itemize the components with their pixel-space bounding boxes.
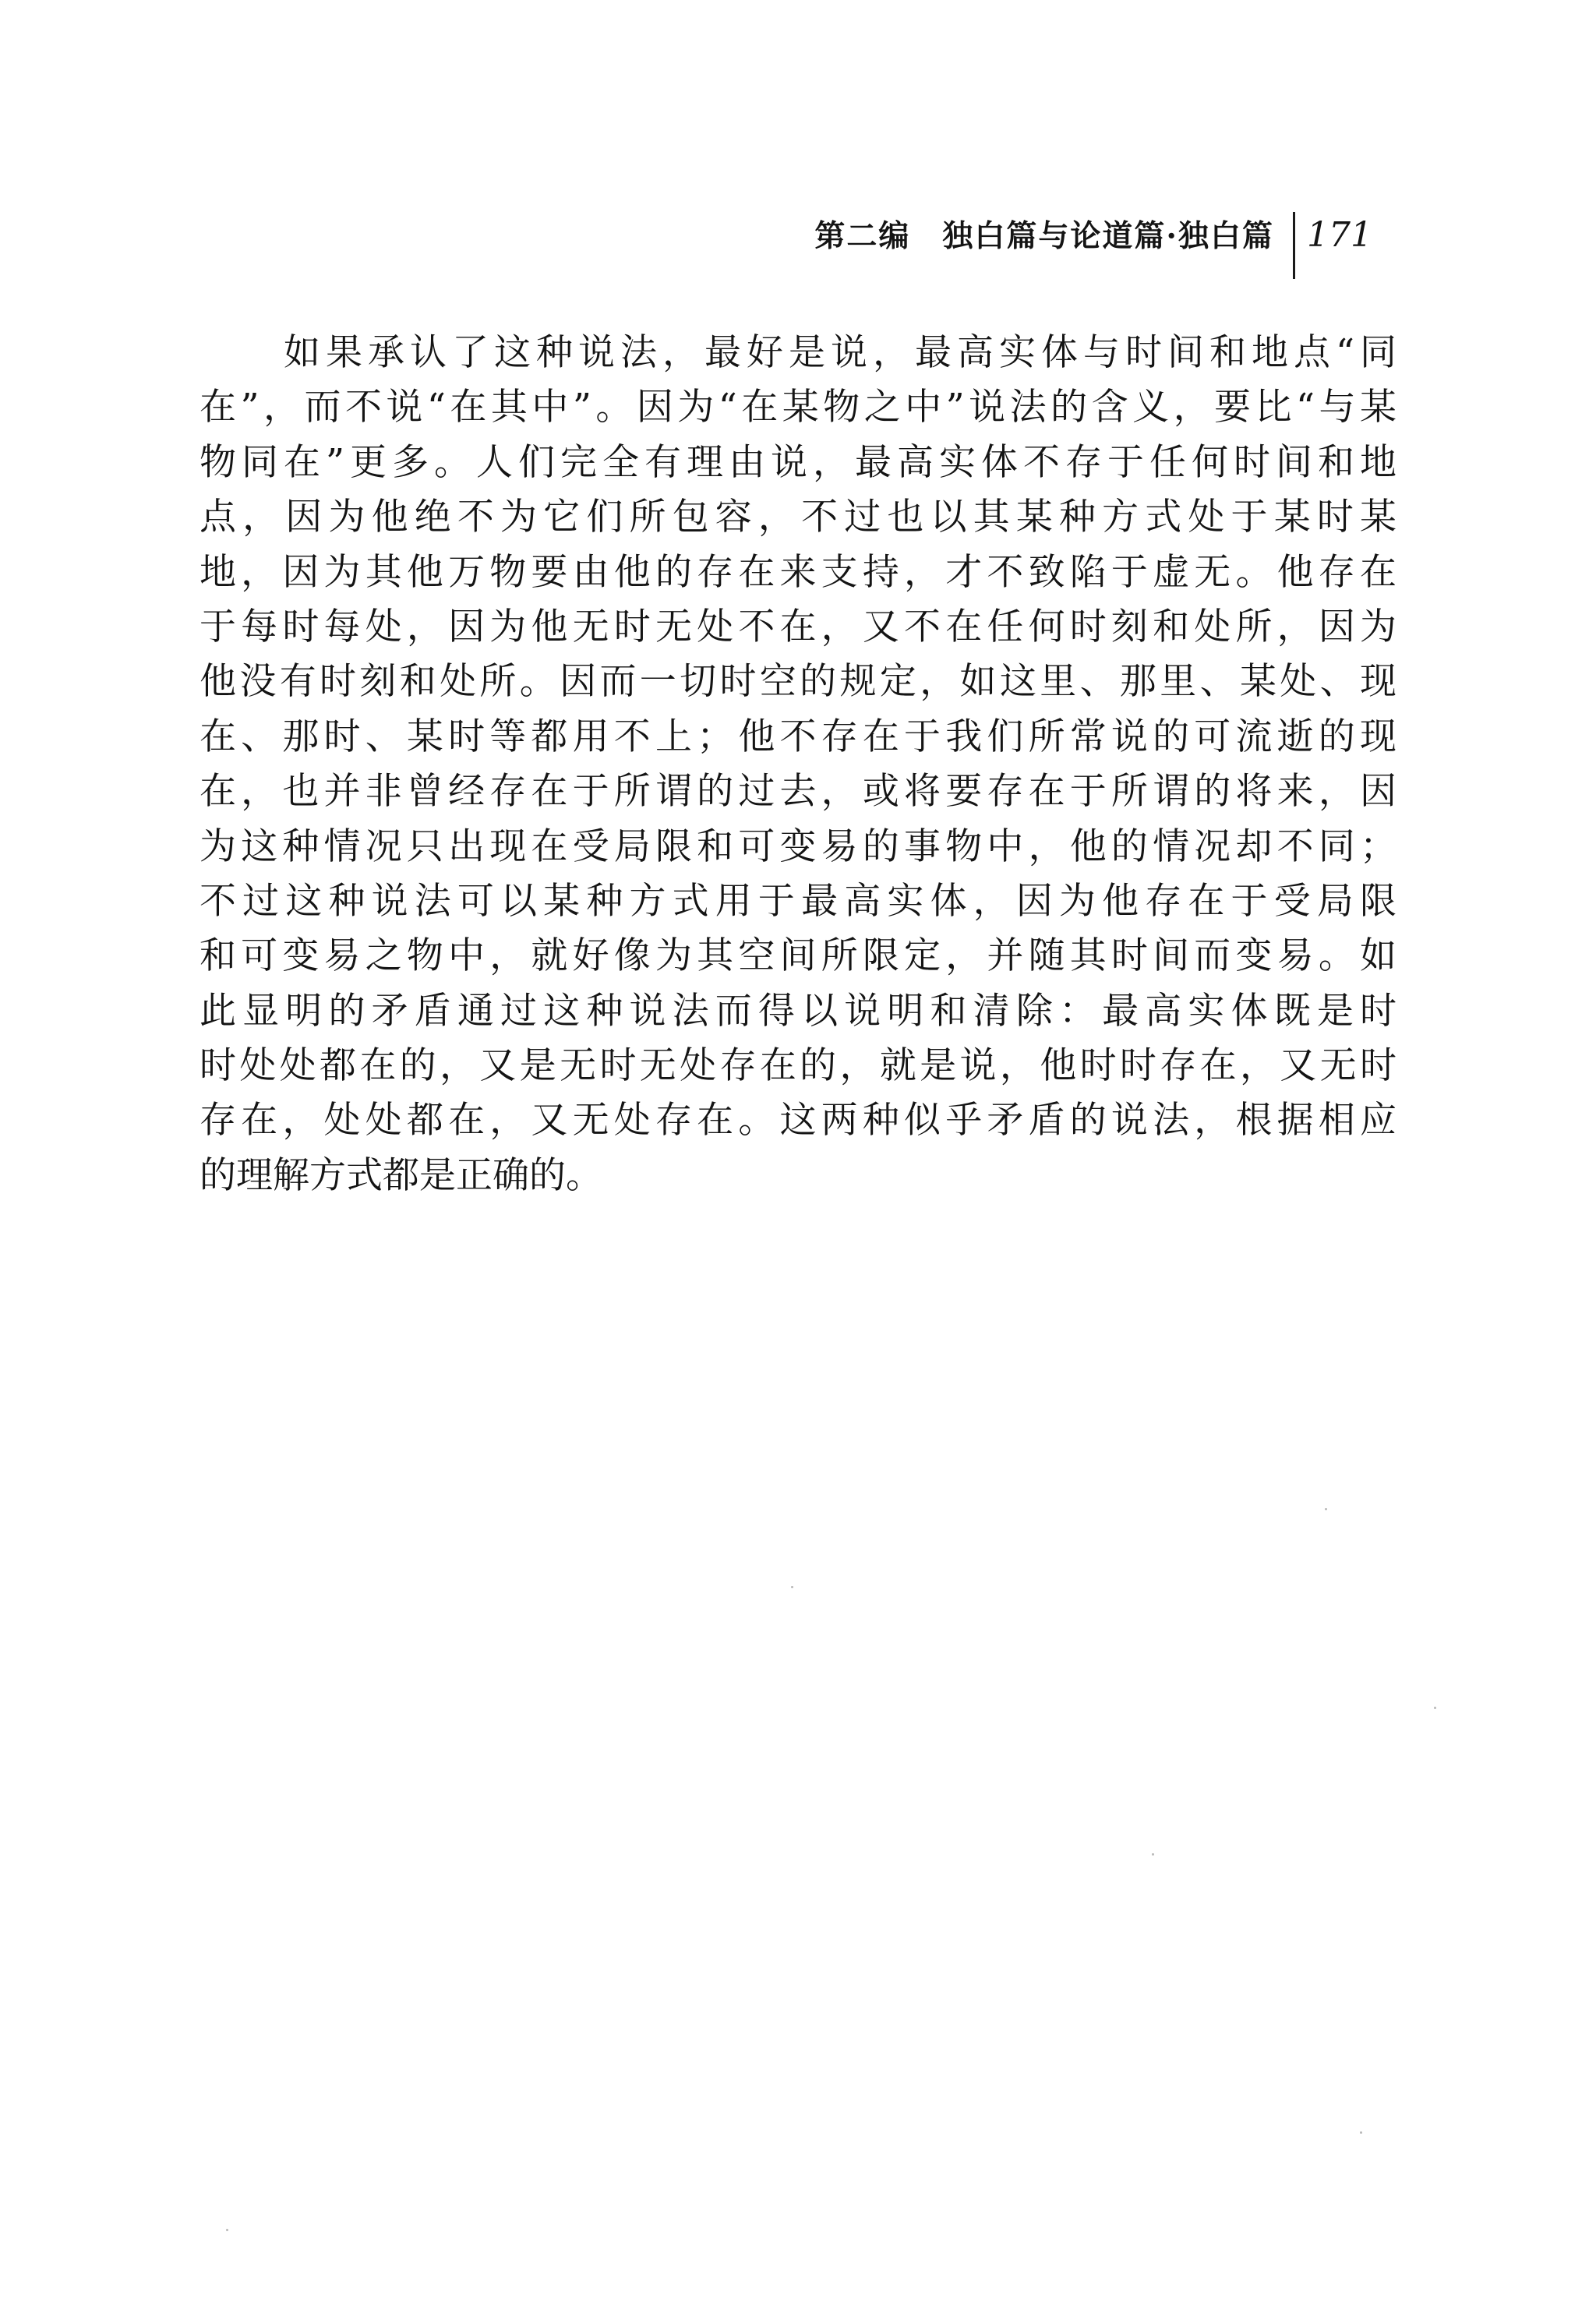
text-line: 此显明的矛盾通过这种说法而得以说明和清除：最高实体既是时 <box>200 989 1396 1033</box>
text-line: 他没有时刻和处所。因而一切时空的规定，如这里、那里、某处、现 <box>200 660 1396 704</box>
text-line: 在，也并非曾经存在于所谓的过去，或将要存在于所谓的将来，因 <box>200 770 1396 814</box>
text-line: 不过这种说法可以某种方式用于最高实体，因为他存在于受局限 <box>200 879 1396 923</box>
text-line: 在”，而不说“在其中”。因为“在某物之中”说法的含义，要比“与某 <box>200 386 1396 429</box>
running-head-title: 第二编 独白篇与论道篇·独白篇 <box>814 218 1274 254</box>
text-line: 存在，处处都在，又无处存在。这两种似乎矛盾的说法，根据相应 <box>200 1099 1396 1142</box>
text-line: 物同在”更多。人们完全有理由说，最高实体不存于任何时间和地 <box>200 440 1396 484</box>
text-line: 和可变易之物中，就好像为其空间所限定，并随其时间而变易。如 <box>200 934 1396 978</box>
scan-speck <box>1325 1508 1327 1510</box>
text-line: 地，因为其他万物要由他的存在来支持，才不致陷于虚无。他存在 <box>200 550 1396 594</box>
scan-speck <box>1152 1853 1154 1856</box>
scan-speck <box>1360 2131 1362 2134</box>
text-line: 时处处都在的，又是无时无处存在的，就是说，他时时存在，又无时 <box>200 1044 1396 1088</box>
text-line: 于每时每处，因为他无时无处不在，又不在任何时刻和处所，因为 <box>200 605 1396 648</box>
text-line: 点，因为他绝不为它们所包容，不过也以其某种方式处于某时某 <box>200 496 1396 539</box>
running-head-divider <box>1293 212 1295 279</box>
page-number: 171 <box>1307 215 1372 255</box>
scan-speck <box>1434 1707 1436 1709</box>
body-paragraph <box>200 326 1396 1203</box>
text-line: 的理解方式都是正确的。 <box>200 1153 602 1197</box>
running-head <box>748 212 1372 282</box>
scan-speck <box>791 1586 793 1588</box>
text-line: 在、那时、某时等都用不上；他不存在于我们所常说的可流逝的现 <box>200 715 1396 758</box>
text-line: 如果承认了这种说法，最好是说，最高实体与时间和地点“同 <box>284 331 1396 374</box>
scan-speck <box>226 2229 228 2231</box>
text-line: 为这种情况只出现在受局限和可变易的事物中，他的情况却不同； <box>200 825 1396 868</box>
